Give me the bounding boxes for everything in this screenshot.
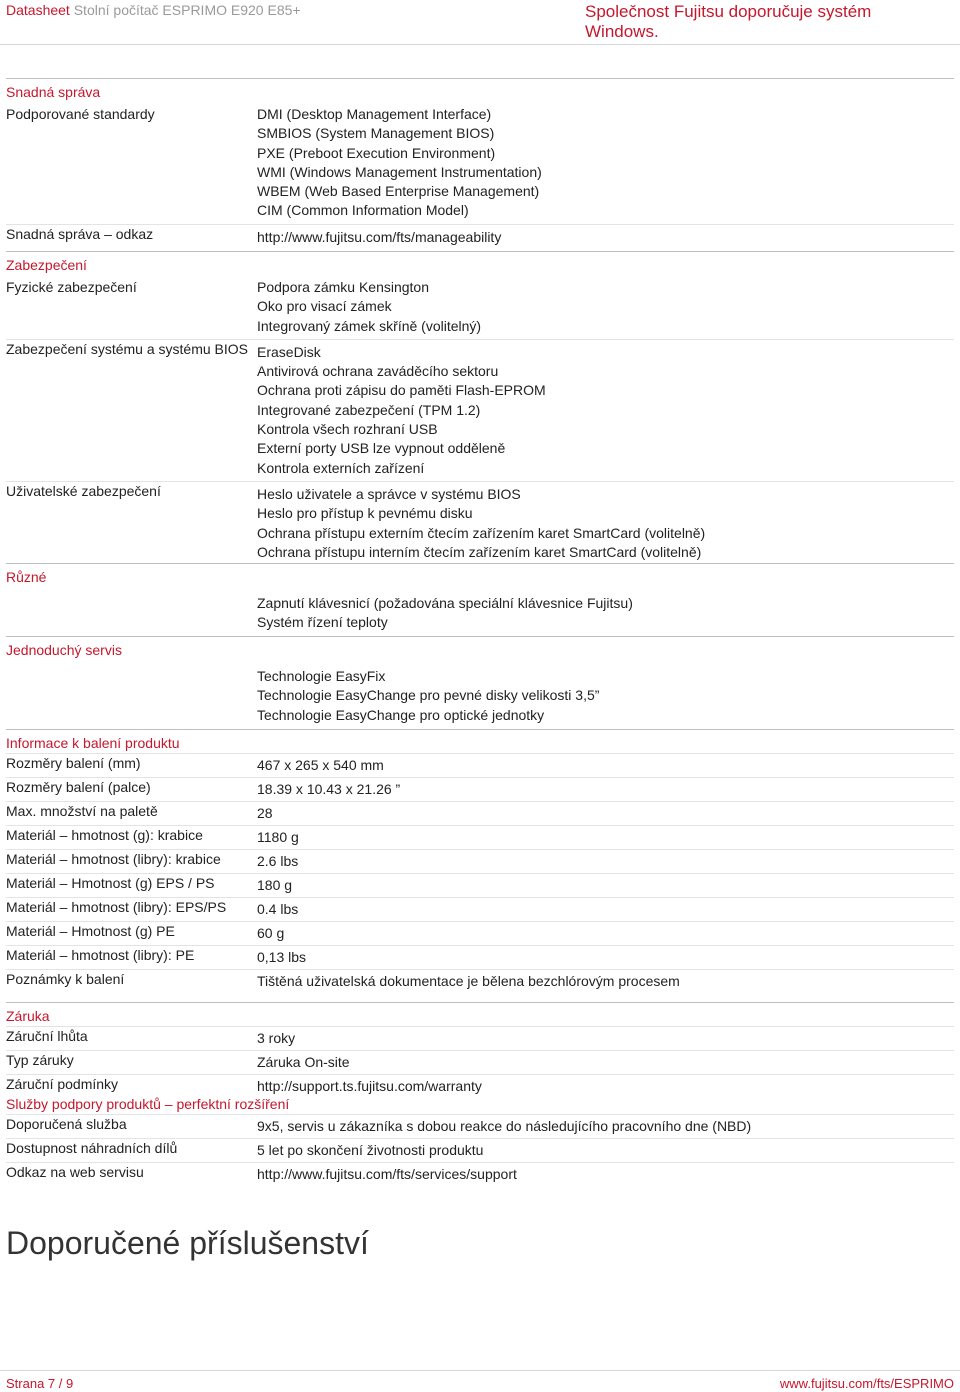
table-row [6, 897, 954, 921]
warranty-link[interactable]: http://support.ts.fujitsu.com/warranty [257, 1078, 482, 1094]
spec-row-management-link [6, 224, 954, 247]
spec-label: Fyzické zabezpečení [6, 279, 137, 295]
spec-label: Odkaz na web servisu [6, 1164, 144, 1180]
section-security [6, 251, 954, 562]
spec-value: 18.39 x 10.43 x 21.26 ” [257, 781, 401, 797]
spec-label: Podporované standardy [6, 106, 155, 122]
spec-label: Snadná správa – odkaz [6, 225, 154, 242]
list-item: Ochrana proti zápisu do paměti Flash-EPROM [257, 382, 546, 399]
section-support-services [6, 1091, 954, 1186]
spec-row-service [6, 667, 954, 725]
section-title: Jednoduchý servis [6, 636, 954, 660]
table-row [6, 969, 954, 993]
list-item: Kontrola všech rozhraní USB [257, 421, 438, 438]
document-header-title [6, 2, 301, 18]
product-name: Stolní počítač ESPRIMO E920 E85+ [73, 2, 301, 18]
spec-value: 3 roky [257, 1030, 296, 1046]
spec-label: Rozměry balení (mm) [6, 755, 141, 771]
spec-row-standards [6, 105, 954, 221]
list-item: Externí porty USB lze vypnout odděleně [257, 440, 506, 457]
spec-label: Dostupnost náhradních dílů [6, 1140, 178, 1156]
spec-value: 5 let po skončení životnosti produktu [257, 1142, 484, 1158]
list-item: Oko pro visací zámek [257, 298, 392, 315]
spec-label: Materiál – hmotnost (g): krabice [6, 827, 203, 843]
list-item: Heslo uživatele a správce v systému BIOS [257, 485, 521, 502]
spec-label: Materiál – Hmotnost (g) PE [6, 923, 175, 939]
spec-label: Záruční lhůta [6, 1028, 88, 1044]
spec-value [257, 485, 954, 562]
table-row [6, 753, 954, 777]
spec-label: Doporučená služba [6, 1116, 127, 1132]
standard-item: PXE (Preboot Execution Environment) [257, 144, 496, 161]
footer-divider [0, 1370, 960, 1371]
spec-value: 28 [257, 805, 273, 821]
spec-row-system-security [6, 339, 954, 478]
section-title: Zabezpečení [6, 251, 954, 275]
standard-item: SMBIOS (System Management BIOS) [257, 125, 495, 142]
table-row [6, 777, 954, 801]
windows-recommendation: Společnost Fujitsu doporučuje systém Windows. [585, 2, 872, 41]
spec-row-user-security [6, 481, 954, 562]
list-item: Ochrana přístupu interním čtecím zařízením karet SmartCard (volitelně) [257, 543, 702, 560]
section-miscellaneous [6, 563, 954, 633]
spec-label: Materiál – Hmotnost (g) EPS / PS [6, 875, 215, 891]
spec-label: Rozměry balení (palce) [6, 779, 151, 795]
list-item: Systém řízení teploty [257, 614, 388, 631]
section-easy-service [6, 636, 954, 725]
section-title: Snadná správa [6, 78, 954, 102]
section-title: Informace k balení produktu [6, 729, 954, 753]
spec-value [257, 594, 954, 633]
table-row [6, 849, 954, 873]
support-link[interactable]: http://www.fujitsu.com/fts/services/support [257, 1166, 517, 1182]
section-packaging [6, 729, 954, 993]
spec-value: 180 g [257, 877, 293, 893]
spec-value: 60 g [257, 925, 285, 941]
list-item: Ochrana přístupu externím čtecím zařízením karet SmartCard (volitelně) [257, 524, 706, 541]
spec-label: Poznámky k balení [6, 971, 125, 987]
spec-row-physical-security [6, 278, 954, 336]
section-easy-management [6, 78, 954, 247]
page-number: Strana 7 / 9 [6, 1376, 74, 1391]
spec-label: Typ záruky [6, 1052, 74, 1068]
spec-label: Materiál – hmotnost (libry): krabice [6, 851, 221, 867]
spec-label: Zabezpečení systému a systému BIOS [6, 340, 248, 357]
accessories-heading: Doporučené příslušenství [6, 1225, 369, 1261]
spec-value: Tištěná uživatelská dokumentace je bělena bezchlórovým procesem [257, 973, 680, 989]
list-item: Kontrola externích zařízení [257, 459, 425, 476]
section-title: Různé [6, 563, 954, 587]
standard-item: CIM (Common Information Model) [257, 202, 469, 219]
section-warranty [6, 1002, 954, 1098]
list-item: Integrované zabezpečení (TPM 1.2) [257, 401, 481, 418]
header-divider [0, 44, 960, 45]
standard-item: WBEM (Web Based Enterprise Management) [257, 183, 540, 200]
list-item: Podpora zámku Kensington [257, 279, 429, 295]
spec-value: 0.4 lbs [257, 901, 299, 917]
spec-value: 0,13 lbs [257, 949, 307, 965]
list-item: Heslo pro přístup k pevnému disku [257, 505, 473, 522]
table-row [6, 921, 954, 945]
footer-url[interactable]: www.fujitsu.com/fts/ESPRIMO [779, 1376, 954, 1391]
spec-label: Záruční podmínky [6, 1076, 119, 1092]
list-item: Integrovaný zámek skříně (volitelný) [257, 317, 482, 334]
spec-label: Uživatelské zabezpečení [6, 482, 161, 499]
table-row [6, 801, 954, 825]
table-row [6, 825, 954, 849]
table-row [6, 1026, 954, 1050]
spec-label: Max. množství na paletě [6, 803, 158, 819]
list-item: Technologie EasyFix [257, 668, 386, 684]
spec-value [257, 105, 954, 221]
spec-label: Materiál – hmotnost (libry): EPS/PS [6, 899, 227, 915]
table-row [6, 1162, 954, 1186]
table-row [6, 1114, 954, 1138]
section-title: Služby podpory produktů – perfektní rozšíření [6, 1096, 290, 1112]
spec-label: Materiál – hmotnost (libry): PE [6, 947, 195, 963]
list-item: Technologie EasyChange pro pevné disky velikosti 3,5” [257, 687, 600, 704]
table-row [6, 945, 954, 969]
table-row [6, 1138, 954, 1162]
section-title: Záruka [6, 1002, 954, 1026]
spec-value [257, 343, 954, 478]
spec-row-misc [6, 594, 954, 633]
spec-value: 1180 g [257, 829, 299, 845]
spec-value: 2.6 lbs [257, 853, 299, 869]
list-item: Zapnutí klávesnicí (požadována speciální klávesnice Fujitsu) [257, 595, 633, 611]
list-item: Technologie EasyChange pro optické jednotky [257, 706, 545, 723]
spec-value: 9x5, servis u zákazníka s dobou reakce do následujícího pracovního dne (NBD) [257, 1118, 752, 1134]
list-item: EraseDisk [257, 343, 321, 360]
standard-item: WMI (Windows Management Instrumentation) [257, 163, 542, 180]
datasheet-label: Datasheet [6, 2, 70, 18]
manageability-link[interactable]: http://www.fujitsu.com/fts/manageability [257, 228, 502, 245]
spec-value: 467 x 265 x 540 mm [257, 757, 384, 773]
spec-value [257, 667, 954, 725]
spec-value: Záruka On-site [257, 1054, 350, 1070]
table-row [6, 873, 954, 897]
table-row [6, 1050, 954, 1074]
standard-item: DMI (Desktop Management Interface) [257, 106, 492, 122]
spec-value [257, 278, 954, 336]
list-item: Antivirová ochrana zaváděcího sektoru [257, 363, 499, 380]
